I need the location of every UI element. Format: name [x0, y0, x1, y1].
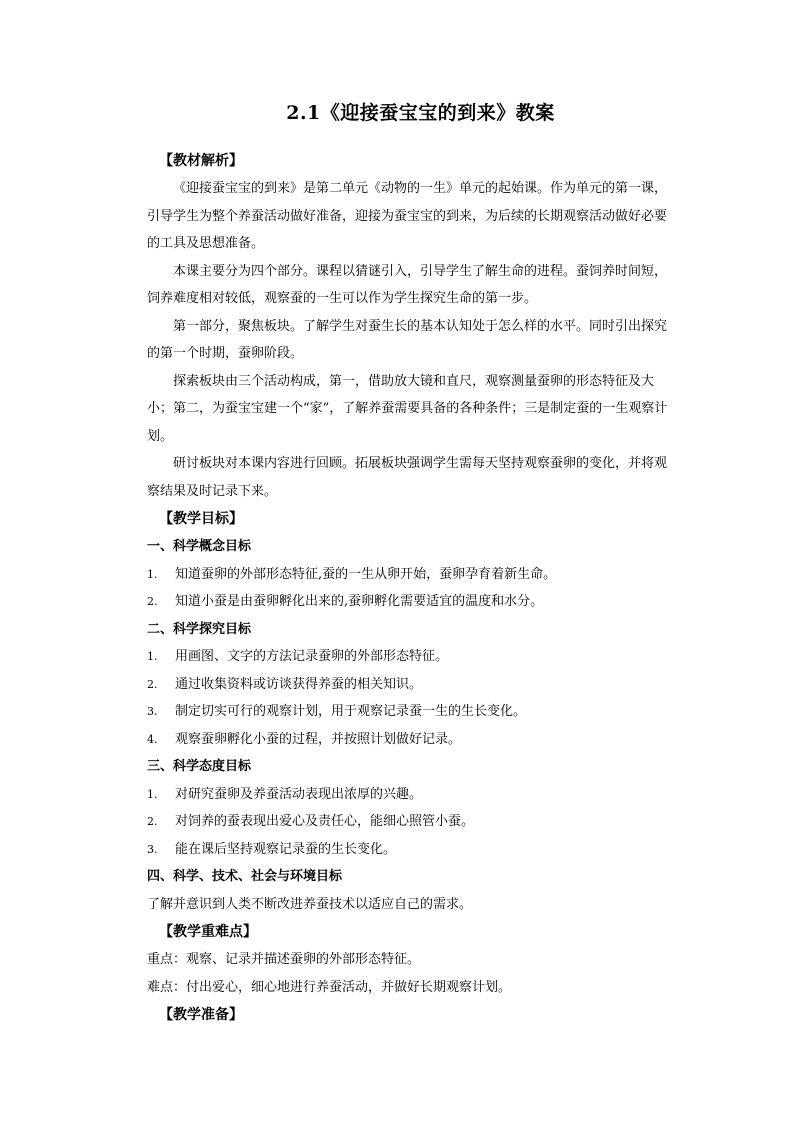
society-goal-text: 了解并意识到人类不断改进养蚕技术以适应自己的需求。 — [147, 896, 473, 912]
inquiry-goals-list — [147, 643, 674, 753]
heading-preparation: 【教学准备】 — [159, 1007, 243, 1023]
list-number: 2. — [147, 815, 158, 828]
heading-goals: 【教学目标】 — [159, 511, 243, 527]
list-text: 知道小蚕是由蚕卵孵化出来的,蚕卵孵化需要适宜的温度和水分。 — [175, 594, 544, 609]
concept-goals-list — [147, 561, 674, 616]
list-number: 3. — [147, 705, 158, 718]
list-item — [147, 588, 674, 616]
analysis-paragraph: 第一部分，聚焦板块。了解学生对蚕生长的基本认知处于怎么样的水平。同时引出探究的第一个时期，蚕卵阶段。 — [147, 318, 668, 361]
subheading-inquiry-goals: 二、科学探究目标 — [147, 621, 252, 637]
list-item — [147, 561, 674, 589]
key-point-text: 重点：观察、记录并描述蚕卵的外部形态特征。 — [147, 952, 421, 967]
analysis-paragraph: 探索板块由三个活动构成，第一，借助放大镜和直尺，观察测量蚕卵的形态特征及大小；第二，为蚕宝宝建一个“家”，了解养蚕需要具备的各种条件；三是制定蚕的一生观察计划。 — [147, 373, 668, 444]
document-title: 2.1《迎接蚕宝宝的到来》教案 — [286, 102, 555, 124]
heading-analysis: 【教材解析】 — [159, 153, 243, 169]
list-text: 制定切实可行的观察计划，用于观察记录蚕一生的生长变化。 — [175, 704, 527, 719]
analysis-paragraph: 本课主要分为四个部分。课程以猜谜引入，引导学生了解生命的进程。蚕饲养时间短，饲养难度相对较低，观察蚕的一生可以作为学生探究生命的第一步。 — [147, 263, 668, 306]
list-number: 2. — [147, 595, 158, 608]
list-item — [147, 836, 674, 864]
list-number: 1. — [147, 567, 158, 581]
list-number: 3. — [147, 842, 158, 856]
list-text: 用画图、文字的方法记录蚕卵的外部形态特征。 — [175, 649, 449, 664]
list-text: 对饲养的蚕表现出爱心及责任心，能细心照管小蚕。 — [175, 814, 475, 829]
subheading-concept-goals: 一、科学概念目标 — [147, 539, 252, 554]
subheading-society-goals: 四、科学、技术、社会与环境目标 — [147, 869, 343, 884]
subheading-attitude-goals: 三、科学态度目标 — [147, 759, 252, 774]
list-number: 2. — [147, 677, 158, 691]
list-item — [147, 781, 674, 809]
list-text: 能在课后坚持观察记录蚕的生长变化。 — [175, 841, 397, 857]
list-number: 1. — [147, 650, 158, 663]
list-text: 对研究蚕卵及养蚕活动表现出浓厚的兴趣。 — [175, 786, 423, 802]
list-text: 观察蚕卵孵化小蚕的过程，并按照计划做好记录。 — [175, 731, 462, 747]
difficult-point-text: 难点：付出爱心，细心地进行养蚕活动，并做好长期观察计划。 — [147, 979, 512, 995]
list-item — [147, 671, 674, 699]
list-number: 1. — [147, 787, 158, 801]
analysis-paragraph: 《迎接蚕宝宝的到来》是第二单元《动物的一生》单元的起始课。作为单元的第一课，引导学生为整个养蚕活动做好准备，迎接为蚕宝宝的到来，为后续的长期观察活动做好必要的工具及思想准备。 — [147, 181, 668, 251]
list-text: 知道蚕卵的外部形态特征,蚕的一生从卵开始，蚕卵孕育着新生命。 — [175, 566, 557, 582]
heading-keypoints: 【教学重难点】 — [159, 924, 257, 940]
analysis-paragraph: 研讨板块对本课内容进行回顾。拓展板块强调学生需每天坚持观察蚕卵的变化，并将观察结果及时记录下来。 — [147, 456, 668, 499]
list-number: 4. — [147, 732, 158, 746]
attitude-goals-list — [147, 781, 674, 864]
list-item — [147, 808, 674, 836]
list-text: 通过收集资料或访谈获得养蚕的相关知识。 — [175, 676, 423, 692]
list-item — [147, 643, 674, 671]
list-item — [147, 698, 674, 726]
list-item — [147, 726, 674, 754]
